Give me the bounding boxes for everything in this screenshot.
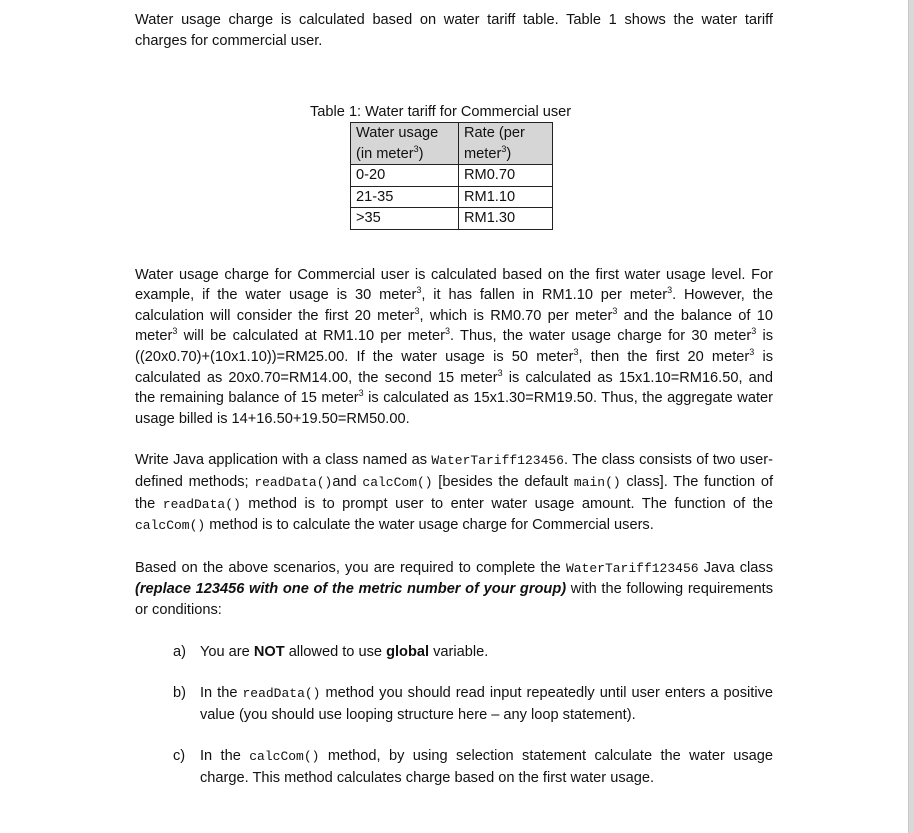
usage-cell: >35 [351, 208, 459, 230]
main-code: main() [573, 475, 621, 491]
list-item: a) You are NOT allowed to use global variable. [135, 642, 773, 663]
requirements-list [135, 642, 773, 789]
table-row [351, 186, 553, 208]
tariff-table-block [310, 103, 773, 230]
usage-cell: 0-20 [351, 165, 459, 187]
list-item: c) In the calcCom() method, by using selection statement calculate the water usage charge. This method calculates charge based on the first water usage. [173, 748, 773, 786]
table-header-row [351, 123, 553, 165]
document-body [135, 10, 773, 789]
readdata-code: readData() [254, 475, 333, 491]
rate-cell: RM1.30 [459, 208, 553, 230]
scenario-paragraph: Based on the above scenarios, you are required to complete the WaterTariff123456 Java class (replace 123456 with one of the metric number of your group) with the following requirements or conditions: [135, 559, 773, 618]
class-name-code: WaterTariff123456 [431, 453, 564, 469]
rate-cell: RM0.70 [459, 165, 553, 187]
replace-instruction: (replace 123456 with one of the metric number of your group) [135, 581, 567, 598]
list-marker: c) [173, 748, 186, 765]
page-edge-shadow [908, 0, 914, 833]
calculation-paragraph: Water usage charge for Commercial user is calculated based on the first water usage level. For example, if the water usage is 30 meter$^3$, it has fallen in RM1.10 per meter$^3$. However, the calculation will consider the first 20 meter$^3$, which is RM0.70 per meter$^3$ and the balance of 10 meter$^3$ will be calculated at RM1.10 per meter$^3$. Thus, the water usage charge for 30 meter$^3$ is ((20x0.70)+(10x1.10))=RM25.00. If the water usage is 50 meter$^3$, then the first 20 meter$^3$ is calculated as 20x0.70=RM14.00, the second 15 meter$^3$ is calculated as 15x1.10=RM16.50, and the remaining balance of 15 meter$^3$ is calculated as 15x1.30=RM19.50. Thus, the aggregate water usage billed is 14+16.50+19.50=RM50.00. [135, 266, 774, 427]
calccom-code: calcCom() [135, 518, 206, 534]
class-name-code: WaterTariff123456 [565, 560, 699, 576]
table-row [351, 165, 553, 187]
calccom-code: calcCom() [362, 475, 433, 491]
table-row [351, 208, 553, 230]
usage-cell: 21-35 [351, 186, 459, 208]
java-class-paragraph: Write Java application with a class named as WaterTariff123456. The class consists of two user-defined methods; readData()and calcCom() [besides the default main() class]. The function of the readData() method is to prompt user to enter water usage amount. The function of the calcCom() method is to calculate the water usage charge for Commercial users. [135, 452, 774, 534]
header-rate: Rate (per meter$^3$) [459, 123, 553, 165]
readdata-code: readData() [162, 496, 241, 512]
rate-cell: RM1.10 [459, 186, 553, 208]
water-tariff-table [350, 122, 553, 230]
table-caption: Table 1: Water tariff for Commercial user [310, 104, 572, 121]
calccom-code: calcCom() [249, 749, 320, 765]
header-usage: Water usage (in meter$^3$) [351, 123, 459, 165]
list-marker: b) [173, 685, 186, 702]
readdata-code: readData() [242, 686, 321, 702]
intro-paragraph: Water usage charge is calculated based on water tariff table. Table 1 shows the water tariff charges for commercial user. [135, 12, 773, 49]
list-marker: a) [173, 643, 186, 660]
list-item: b) In the readData() method you should read input repeatedly until user enters a positive value (you should use looping structure here – any loop statement). [173, 685, 774, 723]
